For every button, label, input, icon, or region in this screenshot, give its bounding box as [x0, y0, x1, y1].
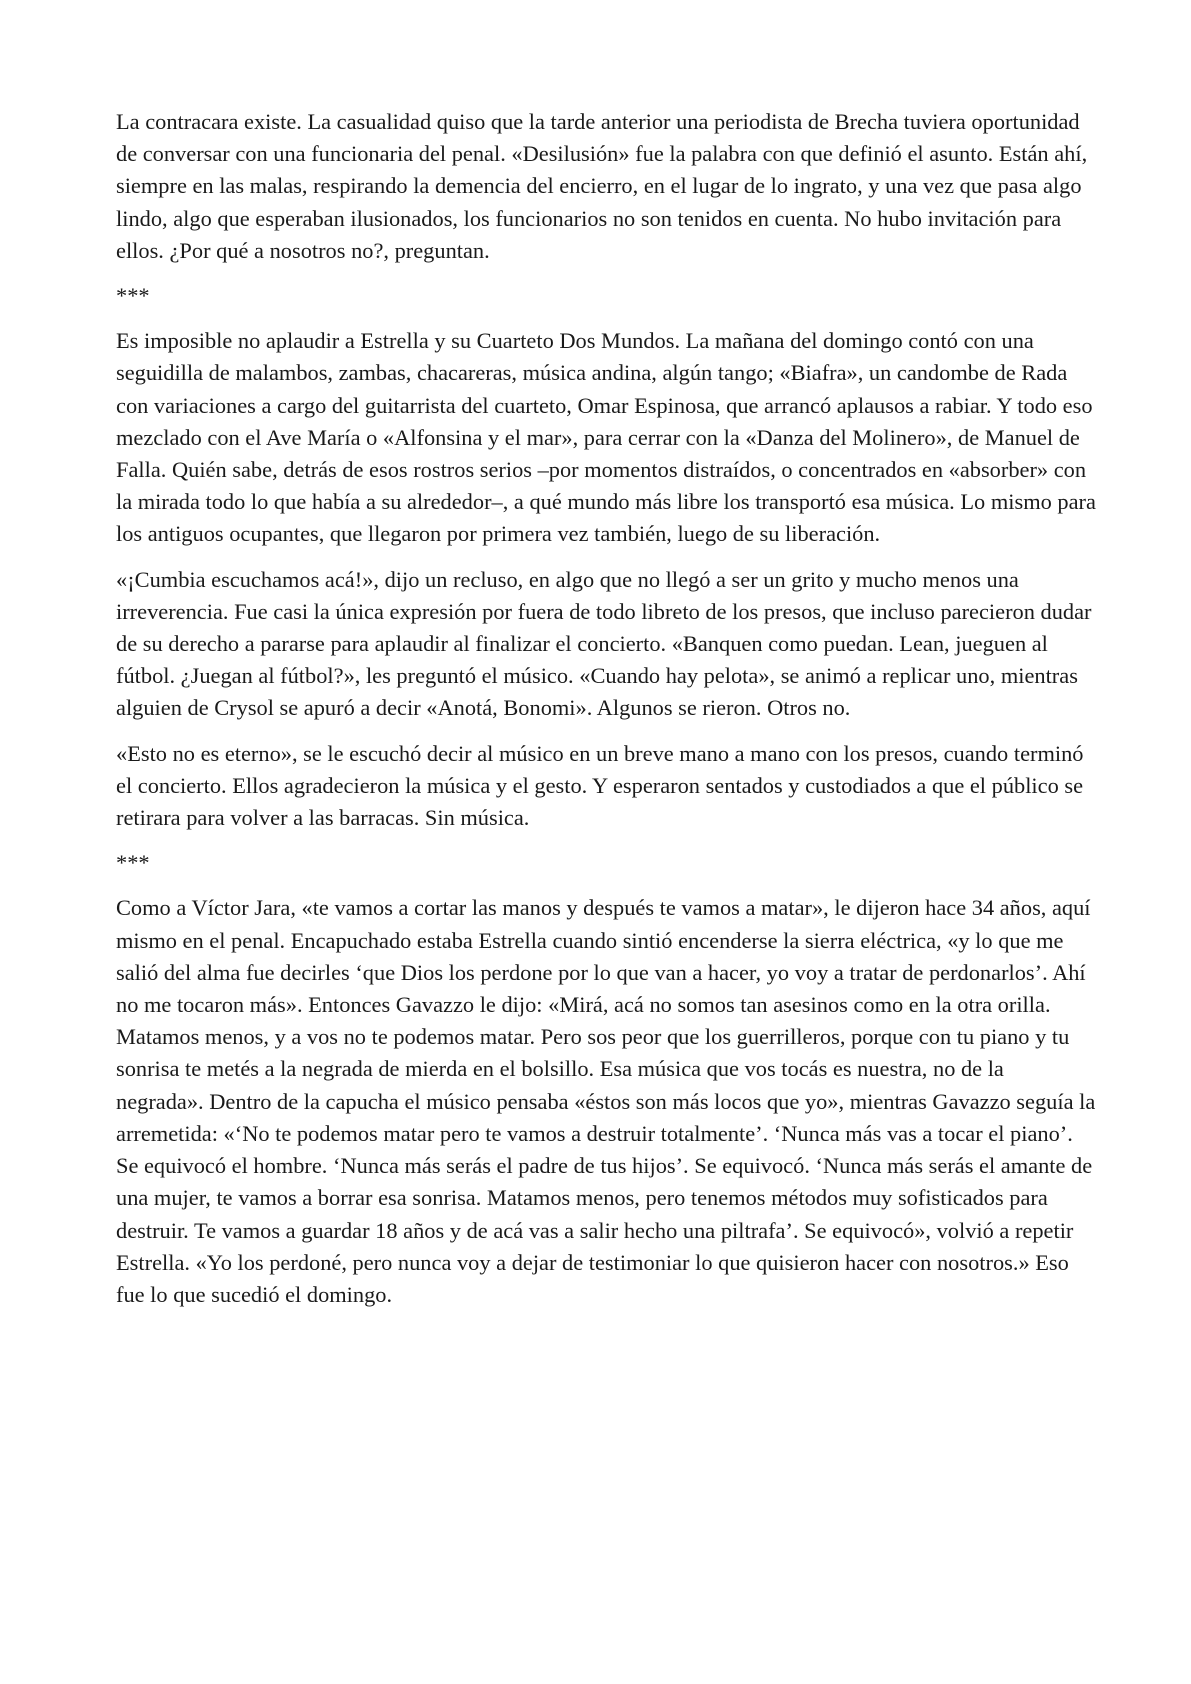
paragraph-victor-jara: Como a Víctor Jara, «te vamos a cortar las manos y después te vamos a matar», le dijeron hace 34 años, aquí mismo en el penal. Encapuchado estaba Estrella cuando sintió encenderse la sierra eléctrica, «y lo que me salió del alma fue decirles ‘que Dios los perdone por lo que van a hacer, yo voy a tratar de perdonarlos’. Ahí no me tocaron más». Entonces Gavazzo le dijo: «Mirá, acá no somos tan asesinos como en la otra orilla. Matamos menos, y a vos no te podemos matar. Pero sos peor que los guerrilleros, porque con tu piano y tu sonrisa te metés a la negrada de mierda en el bolsillo. Esa música que vos tocás es nuestra, no de la negrada». Dentro de la capucha el músico pensaba «éstos son más locos que yo», mientras Gavazzo seguía la arremetida: «‘No te podemos matar pero te vamos a destruir totalmente’. ‘Nunca más vas a tocar el piano’. Se equivocó el hombre. ‘Nunca más serás el padre de tus hijos’. Se equivocó. ‘Nunca más serás el amante de una mujer, te vamos a borrar esa sonrisa. Matamos menos, pero tenemos métodos muy sofisticados para destruir. Te vamos a guardar 18 años y de acá vas a salir hecho una piltrafa’. Se equivocó», volvió a repetir Estrella. «Yo los perdoné, pero nunca voy a dejar de testimoniar lo que quisieron hacer con nosotros.» Eso fue lo que sucedió el domingo.	[116, 895, 1096, 1307]
section-separator: ***	[116, 283, 150, 309]
document-page	[116, 106, 1096, 1324]
paragraph-funcionarios: La contracara existe. La casualidad quiso que la tarde anterior una periodista de Brecha tuviera oportunidad de conversar con una funcionaria del penal. «Desilusión» fue la palabra con que definió el asunto. Están ahí, siempre en las malas, respirando la demencia del encierro, en el lugar de lo ingrato, y una vez que pasa algo lindo, algo que esperaban ilusionados, los funcionarios no son tenidos en cuenta. No hubo invitación para ellos. ¿Por qué a nosotros no?, preguntan.	[116, 109, 1088, 263]
section-separator: ***	[116, 850, 150, 876]
paragraph-concierto: Es imposible no aplaudir a Estrella y su Cuarteto Dos Mundos. La mañana del domingo contó con una seguidilla de malambos, zambas, chacareras, música andina, algún tango; «Biafra», un candombe de Rada con variaciones a cargo del guitarrista del cuarteto, Omar Espinosa, que arrancó aplausos a rabiar. Y todo eso mezclado con el Ave María o «Alfonsina y el mar», para cerrar con la «Danza del Molinero», de Manuel de Falla. Quién sabe, detrás de esos rostros serios –por momentos distraídos, o concentrados en «absorber» con la mirada todo lo que había a su alrededor–, a qué mundo más libre los transportó esa música. Lo mismo para los antiguos ocupantes, que llegaron por primera vez también, luego de su liberación.	[116, 328, 1096, 547]
paragraph-cumbia: «¡Cumbia escuchamos acá!», dijo un recluso, en algo que no llegó a ser un grito y mucho menos una irreverencia. Fue casi la única expresión por fuera de todo libreto de los presos, que incluso parecieron dudar de su derecho a pararse para aplaudir al finalizar el concierto. «Banquen como puedan. Lean, jueguen al fútbol. ¿Juegan al fútbol?», les preguntó el músico. «Cuando hay pelota», se animó a replicar uno, mientras alguien de Crysol se apuró a decir «Anotá, Bonomi». Algunos se rieron. Otros no.	[116, 566, 1092, 721]
paragraph-no-es-eterno: «Esto no es eterno», se le escuchó decir al músico en un breve mano a mano con los presos, cuando terminó el concierto. Ellos agradecieron la música y el gesto. Y esperaron sentados y custodiados a que el público se retirara para volver a las barracas. Sin música.	[116, 740, 1084, 831]
